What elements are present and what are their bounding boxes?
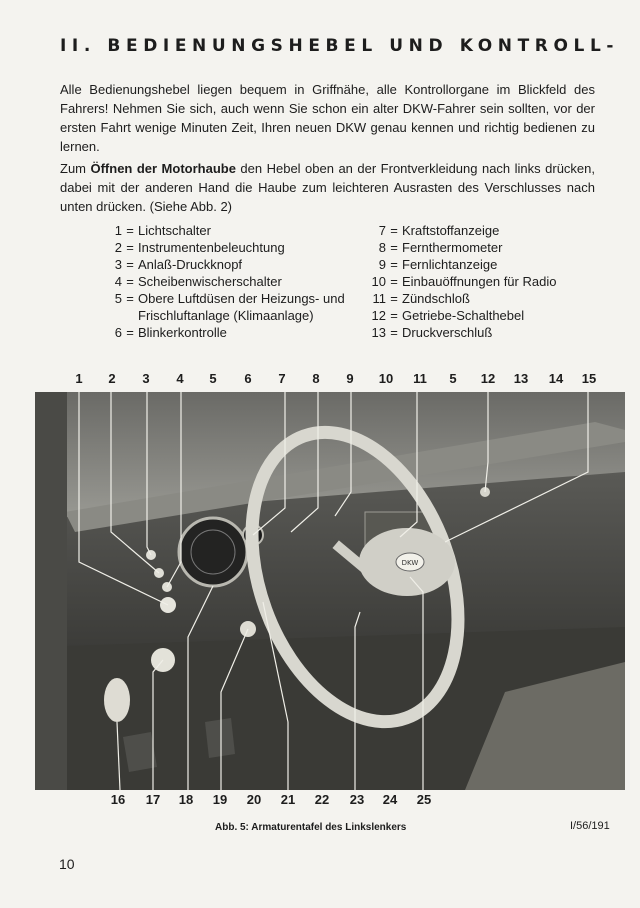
legend-equals: = (126, 274, 134, 289)
legend-item (88, 290, 373, 324)
legend-item (352, 256, 597, 273)
legend-number: 4 (114, 274, 122, 289)
legend-item (352, 239, 597, 256)
legend-equals: = (390, 223, 398, 238)
legend-item (352, 290, 597, 307)
legend-equals: = (126, 223, 134, 238)
legend-equals: = (390, 257, 398, 272)
horn-badge-text: DKW (401, 559, 419, 567)
legend-text: Einbauöffnungen für Radio (402, 274, 557, 289)
callout-number: 16 (110, 792, 126, 807)
dashboard-photo (35, 392, 625, 790)
callout-number: 9 (346, 371, 354, 386)
legend-text: Anlaß-Druckknopf (138, 257, 243, 272)
callout-number: 5 (209, 371, 217, 386)
legend-item (352, 307, 597, 324)
legend-number: 9 (378, 257, 386, 272)
callout-number: 5 (449, 371, 457, 386)
legend-text: Getriebe-Schalthebel (402, 308, 525, 323)
legend-text: Obere Luftdüsen der Heizungs- und Frischluftanlage (Klimaanlage) (138, 291, 345, 323)
left-pillar (35, 392, 67, 790)
legend-equals: = (390, 308, 398, 323)
legend-number: 8 (378, 240, 386, 255)
pedal-left (104, 678, 130, 722)
top-callout-numbers (0, 371, 640, 391)
callout-number: 21 (280, 792, 296, 807)
callout-number: 8 (312, 371, 320, 386)
legend-equals: = (390, 274, 398, 289)
hood-paragraph: Zum Öffnen der Motorhaube den Hebel oben an der Frontverkleidung nach links drücken, dabei mit der anderen Hand die Haube zum leichteren Ausrasten des Verschlusses nach unten drücken. (Siehe Abb. 2) (60, 161, 595, 214)
legend-item (88, 324, 373, 341)
legend-text: Fernlichtanzeige (402, 257, 498, 272)
callout-number: 18 (178, 792, 194, 807)
legend-number: 2 (114, 240, 122, 255)
legend-item (88, 222, 373, 239)
legend-number: 7 (378, 223, 386, 238)
legend-number: 6 (114, 325, 122, 340)
callout-number: 15 (581, 371, 597, 386)
legend-equals: = (126, 257, 134, 272)
legend-item (88, 239, 373, 256)
callout-number: 1 (75, 371, 83, 386)
legend-equals: = (390, 325, 398, 340)
callout-number: 2 (108, 371, 116, 386)
hood-bold-phrase: Öffnen der Motorhaube (90, 161, 236, 176)
legend-right (352, 222, 597, 341)
instrument-cluster (179, 518, 247, 586)
legend-equals: = (126, 325, 134, 340)
image-reference: I/56/191 (570, 820, 610, 832)
legend-equals: = (390, 240, 398, 255)
callout-number: 7 (278, 371, 286, 386)
legend-item (88, 273, 373, 290)
callout-number: 17 (145, 792, 161, 807)
legend-text: Fernthermometer (402, 240, 503, 255)
legend-number: 12 (371, 308, 386, 323)
callout-number: 14 (548, 371, 564, 386)
legend-item (352, 324, 597, 341)
callout-number: 24 (382, 792, 398, 807)
callout-number: 3 (142, 371, 150, 386)
legend-text: Instrumentenbeleuchtung (138, 240, 285, 255)
callout-number: 25 (416, 792, 432, 807)
page-number: 10 (59, 856, 75, 872)
pedal-clutch (123, 732, 157, 772)
callout-number: 13 (513, 371, 529, 386)
legend-left (88, 222, 373, 341)
callout-number: 6 (244, 371, 252, 386)
figure-caption: Abb. 5: Armaturentafel des Linkslenkers (215, 822, 407, 833)
legend-number: 3 (114, 257, 122, 272)
callout-number: 11 (413, 371, 427, 386)
legend-text: Druckverschluß (402, 325, 493, 340)
callout-number: 12 (480, 371, 496, 386)
legend-item (352, 222, 597, 239)
legend-text: Lichtschalter (138, 223, 211, 238)
legend-number: 1 (114, 223, 122, 238)
legend-text: Zündschloß (402, 291, 470, 306)
legend-text: Blinkerkontrolle (138, 325, 227, 340)
bottom-callout-numbers (0, 792, 640, 812)
callout-number: 23 (349, 792, 365, 807)
legend-item (352, 273, 597, 290)
callout-number: 19 (212, 792, 228, 807)
legend-equals: = (126, 291, 134, 306)
pedal-brake (205, 718, 235, 758)
page-heading: II. BEDIENUNGSHEBEL UND KONTROLL- (60, 36, 620, 56)
callout-number: 4 (176, 371, 184, 386)
legend-item (88, 256, 373, 273)
legend-number: 5 (114, 291, 122, 306)
callout-number: 20 (246, 792, 262, 807)
legend-equals: = (390, 291, 398, 306)
legend-number: 10 (371, 274, 386, 289)
legend-number: 13 (371, 325, 386, 340)
legend-text: Scheibenwischerschalter (138, 274, 282, 289)
legend-number: 11 (372, 291, 386, 306)
callout-number: 10 (378, 371, 394, 386)
callout-number: 22 (314, 792, 330, 807)
intro-paragraph: Alle Bedienungshebel liegen bequem in Griffnähe, alle Kontrollorgane im Blickfeld des Fahrers! Nehmen Sie sich, auch wenn Sie schon ein alter DKW-Fahrer sein sollten, vor der ersten Fahrt wenige Minuten Zeit, Ihren neuen DKW genau kennen und richtig bedienen zu lernen. (60, 82, 595, 154)
legend-text: Kraftstoffanzeige (402, 223, 500, 238)
legend-equals: = (126, 240, 134, 255)
